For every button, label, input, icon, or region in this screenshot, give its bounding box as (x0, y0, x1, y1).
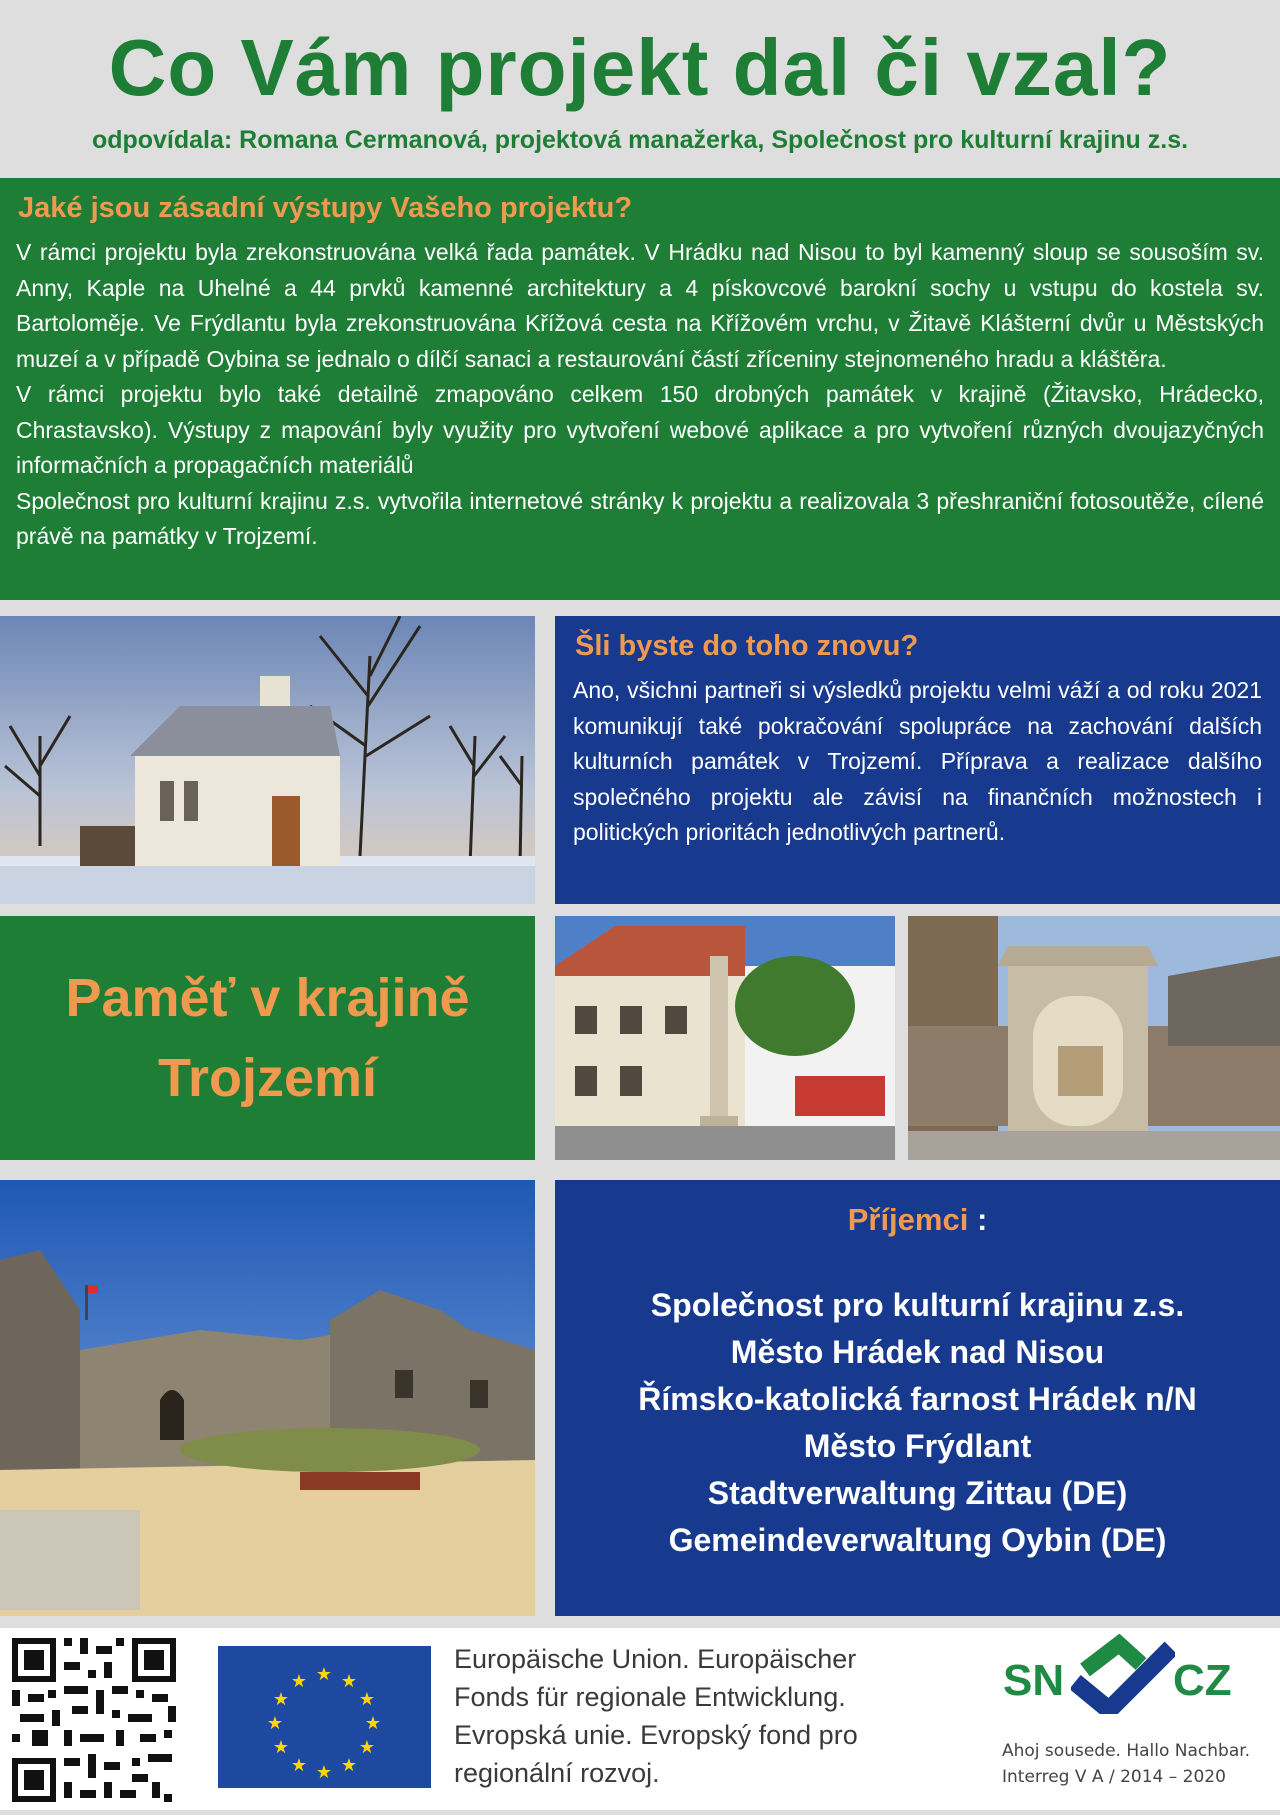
svg-text:★: ★ (272, 1689, 290, 1710)
svg-text:★: ★ (358, 1737, 376, 1758)
svg-text:★: ★ (340, 1671, 358, 1692)
svg-text:★: ★ (315, 1664, 333, 1685)
project-brand (0, 916, 535, 1160)
brand-line: Paměť v krajině (65, 968, 470, 1028)
svg-text:★: ★ (364, 1713, 382, 1734)
interreg-cz: CZ (1173, 1656, 1232, 1705)
again-heading: Šli byste do toho znovu? (575, 630, 919, 662)
recipients-heading-colon: : (976, 1202, 988, 1237)
eu-funding-text (454, 1640, 924, 1792)
interreg-tagline: Ahoj sousede. Hallo Nachbar. (1002, 1741, 1251, 1761)
svg-text:★: ★ (290, 1671, 308, 1692)
svg-text:★: ★ (315, 1762, 333, 1783)
svg-text:★: ★ (272, 1737, 290, 1758)
svg-text:★: ★ (266, 1713, 284, 1734)
outputs-section (0, 178, 1280, 600)
page-subtitle: odpovídala: Romana Cermanová, projektová manažerka, Společnost pro kulturní krajinu z.s. (91, 126, 1189, 154)
brand-line: Trojzemí (157, 1048, 378, 1108)
recipient-item: Město Hrádek nad Nisou (730, 1334, 1105, 1370)
qr-code[interactable] (4, 1630, 184, 1810)
interreg-arrow-icon (1071, 1634, 1175, 1714)
recipients-section (555, 1180, 1280, 1616)
svg-text:★: ★ (358, 1689, 376, 1710)
eu-text-line: regionální rozvoj. (454, 1758, 660, 1788)
eu-flag-icon (218, 1646, 431, 1788)
again-section (555, 616, 1280, 904)
eu-text-line: Fonds für regionale Entwicklung. (454, 1682, 846, 1712)
monument-photo (908, 916, 1280, 1160)
recipient-item: Společnost pro kulturní krajinu z.s. (650, 1287, 1185, 1323)
recipient-item: Město Frýdlant (803, 1428, 1032, 1464)
recipients-heading-text: Příjemci (847, 1202, 969, 1237)
recipient-item: Římsko-katolická farnost Hrádek n/N (638, 1381, 1197, 1417)
outputs-paragraph: V rámci projektu bylo také detailně zmapováno celkem 150 drobných památek v krajině (Žitavsko, Hrádecko, Chrastavsko). Výstupy z mapování byly využity pro vytvoření webové aplikace a pro vytvoření různých dvoujazyčných informačních a propagačních materiálů (16, 381, 1264, 478)
eu-text-line: Evropská unie. Evropský fond pro (454, 1720, 858, 1750)
eu-text-line: Europäische Union. Europäischer (454, 1644, 857, 1674)
interreg-sn: SN (1003, 1656, 1065, 1705)
again-text: Ano, všichni partneři si výsledků projektu velmi váží a od roku 2021 komunikují také pokračování spolupráce na zachování dalších kulturních památek v Trojzemí. Příprava a realizace dalšího společného projektu ale závisí na finančních možnostech i politických prioritách jednotlivých partnerů. (573, 677, 1262, 845)
outputs-paragraph: V rámci projektu byla zrekonstruována velká řada památek. V Hrádku nad Nisou to byl kamenný sloup se sousoším sv. Anny, Kaple na Uhelné a 44 prvků kamenné architektury a 4 pískovcové barokní sochy u vstupu do kostela sv. Bartoloměje. Ve Frýdlantu byla zrekonstruována Křížová cesta na Křížovém vrchu, v Žitavě Klášterní dvůr u Městských muzeí a v případě Oybina se jednalo o dílčí sanaci a restaurování částí zříceniny stejnomeného hradu a kláštěra. (16, 239, 1264, 372)
recipients-heading (555, 1202, 1280, 1238)
svg-text:★: ★ (290, 1755, 308, 1776)
recipients-list (555, 1282, 1280, 1564)
interreg-logo (985, 1630, 1265, 1800)
outputs-heading: Jaké jsou zásadní výstupy Vašeho projektu? (18, 192, 633, 224)
castle-ruins-photo (0, 1180, 535, 1616)
chapel-winter-photo (0, 616, 535, 904)
outputs-paragraph: Společnost pro kulturní krajinu z.s. vytvořila internetové stránky k projektu a realizovala 3 přeshraniční fotosoutěže, cílené právě na památky v Trojzemí. (16, 487, 1264, 549)
page-title: Co Vám projekt dal či vzal? (108, 23, 1172, 112)
recipient-item: Stadtverwaltung Zittau (DE) (707, 1475, 1128, 1511)
interreg-program: Interreg V A / 2014 – 2020 (1002, 1767, 1226, 1787)
svg-text:★: ★ (340, 1755, 358, 1776)
square-column-photo (555, 916, 895, 1160)
recipient-item: Gemeindeverwaltung Oybin (DE) (668, 1522, 1167, 1558)
